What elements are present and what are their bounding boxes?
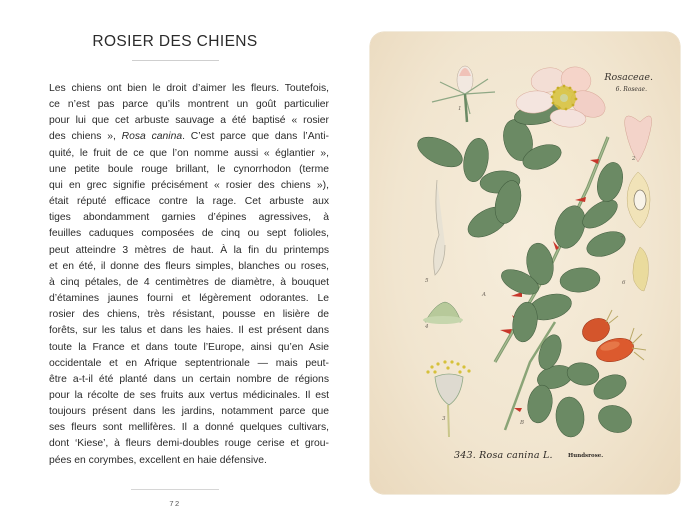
title-divider [132, 60, 219, 61]
body-line: pées en corymbes, excellent en haie défensive. [49, 454, 267, 466]
body-line: à cinq pétales, de 4 centimètres de diamètre, à bouquet [49, 276, 329, 288]
footer-divider [131, 489, 219, 490]
svg-text:3: 3 [442, 416, 446, 422]
body-line: était réputé efficace contre la rage. Cet arbuste aux [49, 196, 329, 208]
svg-text:B: B [520, 420, 525, 426]
body-line: d’étamines jaunes fourni et légèrement odorantes. Le [49, 293, 329, 305]
body-line: une petite boule rouge brillant, le cynorrhodon (terme [49, 163, 329, 175]
svg-text:6: 6 [622, 280, 626, 286]
body-line: feuilles caduques composées de cinq ou sept folioles, [49, 228, 329, 240]
svg-text:1: 1 [458, 106, 462, 112]
body-line: forêts, sur les talus et dans les haies. Il est présent dans [49, 325, 329, 337]
svg-text:4: 4 [425, 324, 429, 330]
body-line: qui en grec signifie précisément « rosier des chiens »), [49, 179, 329, 191]
svg-text:5: 5 [425, 278, 429, 284]
body-line: tiges abondamment garnies d’épines agressives, à [49, 212, 329, 224]
svg-text:A: A [482, 292, 486, 298]
body-line: pour la récolte de ses fruits aux vertus médicinales. Il est [49, 389, 329, 401]
rosa-canina-drawing [370, 32, 680, 494]
body-line: quité, le fruit de ce que l’on nomme aussi « églantier », [49, 147, 329, 159]
body-line: dont ‘Kiese’, à fleurs demi-doubles rouge cerise et grou- [49, 438, 329, 450]
body-line: et en été, il donne des fleurs simples, blanches ou roses, [49, 260, 329, 272]
body-line: toute la France et dans toute l’Europe, ainsi qu’en Asie [49, 341, 329, 353]
plate-common-name: Hundsrose. [568, 453, 604, 459]
body-line: pour lui que cet arbuste sauvage a été baptisé « rosier [49, 115, 329, 127]
plate-family-subtitle: 6. Roseae. [615, 86, 647, 93]
body-line: occidentale et en Afrique septentrionale — mais peut- [49, 357, 329, 369]
plate-family-name: Rosaceae. [604, 72, 653, 83]
body-line: toujours présent dans les jardins, notamment parce que [49, 406, 329, 418]
species-name: Rosa canina [121, 131, 183, 143]
body-line: des chiens », Rosa canina. C’est parce que dans l’Anti- [49, 131, 329, 143]
body-line: ce n’est pas parce qu’ils montrent un goût particulier [49, 99, 329, 111]
body-line: peut atteindre 3 mètres de haut. À la fin du printemps [49, 244, 329, 256]
svg-text:7: 7 [620, 236, 624, 242]
body-line: Les chiens ont bien le droit d’aimer les fleurs. Toutefois, [49, 83, 329, 94]
svg-text:2: 2 [632, 156, 636, 162]
page-title: ROSIER DES CHIENS [92, 33, 258, 50]
botanical-plate-illustration [370, 32, 680, 494]
plate-caption: 343. Rosa canina L. [454, 450, 553, 461]
body-line: ses fleurs sont mellifères. Il a donné quelques cultivars, [49, 422, 329, 434]
body-line: rosier des chiens, très résistant, pousse en lisière de [49, 309, 329, 321]
right-page [350, 0, 700, 525]
body-paragraph [49, 81, 329, 469]
page-number: 72 [169, 499, 181, 508]
body-line: être a-t-il été planté dans un certain nombre de régions [49, 373, 329, 385]
